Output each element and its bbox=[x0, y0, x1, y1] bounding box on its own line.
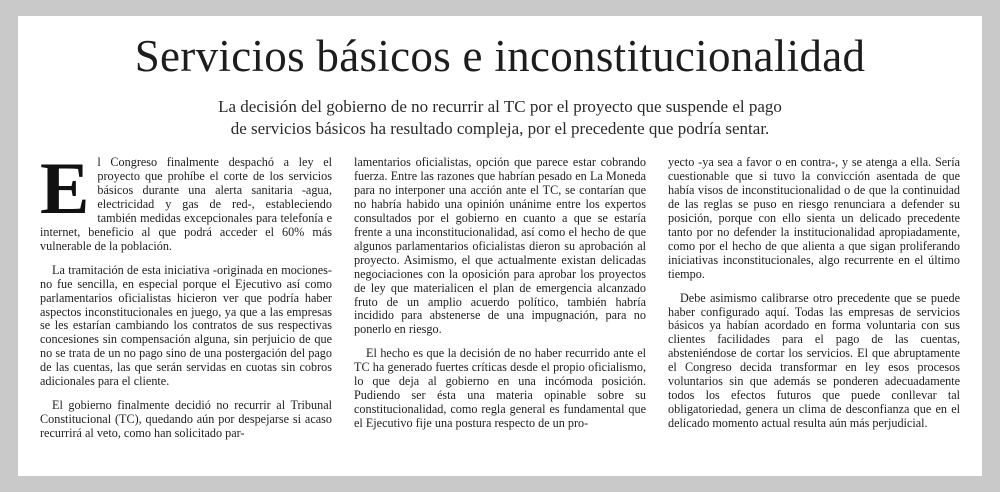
paragraph: yecto -ya sea a favor o en contra-, y se atenga a ella. Sería cuestionable que si tuvo la convicción asentada de que había visos de inconstitucionalidad o de que la continuidad de las reglas se puso en riesgo renunciara a defender su posición, porque con ello sienta un delicado precedente tanto por no defender la institucionalidad apropiadamente, como por el hecho de que alienta a que sigan proliferando iniciativas inconstitucionales, algo recurrente en el último tiempo. bbox=[668, 155, 960, 281]
drop-cap: E bbox=[40, 148, 90, 230]
paragraph: Debe asimismo calibrarse otro precedente que se puede haber configurado aquí. Todas las empresas de servicios básicos ya habían acordado en forma voluntaria con sus clientes facilidades para el pago de las cuentas, absteniéndose de cortar los servicios. El que abruptamente el Congreso decida transformar en ley esos procesos voluntarios sin que además se ponderen adecuadamente todos los efectos futuros que puede conllevar tal obligatoriedad, genera un clima de desconfianza que en el delicado momento actual resulta aún más perjudicial. bbox=[668, 290, 960, 431]
paragraph-text: l Congreso finalmente despachó a ley el proyecto que prohíbe el corte de los servicios básicos durante una alerta sanitaria -agua, electricidad y gas de red-, estableciendo también medidas excepcionales para telefonía e internet, beneficio al que podrá acceder el 60% más vulnerable de la población. bbox=[40, 155, 332, 253]
column-1 bbox=[40, 148, 332, 451]
paragraph: La tramitación de esta iniciativa -originada en mociones- no fue sencilla, en especial porque el Ejecutivo así como parlamentarios oficialistas hicieron ver que podría haber aspectos inconstitucionales en juego, ya que a las empresas se les estarían cambiando los contratos de sus respectivas concesiones sin compensación alguna, sin perjuicio de que no se trata de un no pago sino de una postergación del pago de las cuentas, las que serán servidas en cuotas sin cobros adicionales para el cliente. bbox=[40, 262, 332, 389]
column-2 bbox=[354, 156, 646, 441]
paragraph: El hecho es que la decisión de no haber recurrido ante el TC ha generado fuertes críticas desde el propio oficialismo, lo que deja al gobierno en una incómoda posición. Pudiendo ser ésta una materia opinable sobre su constitucionalidad, como regla general es fundamental que el Ejecutivo fije una postura respecto de un pro- bbox=[354, 346, 646, 431]
deck-line: La decisión del gobierno de no recurrir al TC por el proyecto que suspende el pago bbox=[218, 97, 782, 116]
deck bbox=[168, 96, 832, 140]
paragraph: El gobierno finalmente decidió no recurrir al Tribunal Constitucional (TC), quedando aún por despejarse si acaso recurrirá al veto, como han solicitado par- bbox=[40, 398, 332, 441]
paragraph bbox=[40, 148, 332, 254]
column-3 bbox=[668, 156, 960, 441]
newspaper-clipping bbox=[18, 16, 982, 476]
article-body bbox=[40, 148, 960, 456]
deck-line: de servicios básicos ha resultado compleja, por el precedente que podría sentar. bbox=[230, 119, 770, 138]
paragraph: lamentarios oficialistas, opción que parece estar cobrando fuerza. Entre las razones que habrían pesado en La Moneda para no interponer una acción ante el TC, se contarían que no habría habido una opinión unánime entre los expertos consultados por el gobierno en cuanto a que se estaría frente a una inconstitucionalidad, así como el hecho de que algunos parlamentarios oficialistas dieron su aprobación al proyecto. Asimismo, el que actualmente existan delicadas negociaciones con la oposición para aprobar los proyectos de ley que materialicen el plan de emergencia alcanzado fruto de un amplio acuerdo político, también habría incidido para abstenerse de una impugnación, para no ponerlo en riesgo. bbox=[354, 155, 646, 337]
headline: Servicios básicos e inconstitucionalidad bbox=[134, 31, 866, 81]
